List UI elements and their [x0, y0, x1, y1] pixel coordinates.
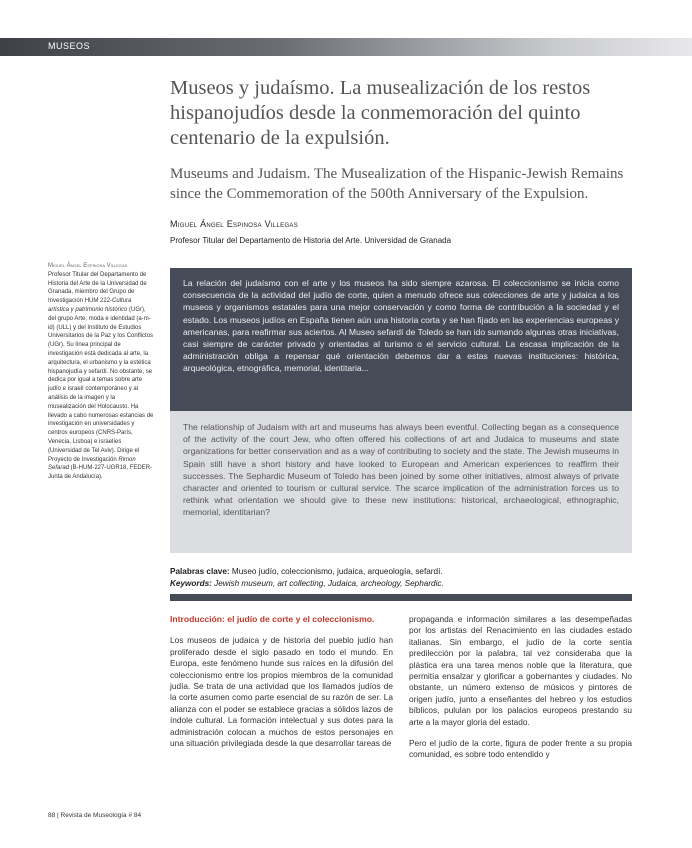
sidebar-bio-text-b: (UGr), del grupo Arte, moda e identidad (a-m-id) (ULL) y del Instituto de Estudios Universitarios de la Paz y los Conflictos (UGr). Su línea principal de investigación está dedicada al arte, la arquitectura, el urbanismo y la estética hispanojudía y sefardí. No obstante, se dedica por igual a temas sobre arte judío e israelí contemporáneo y al análisis de la imagen y la musealización del Holocausto. Ha llevado a cabo numerosas estancias de investigación en universidades y centros europeos (CNRS-París, Venecia, Lisboa) e israelíes (Universidad de Tel Aviv). Dirige el Proyecto de Investigación	[48, 306, 154, 463]
body-paragraph: Pero el judío de la corte, figura de poder frente a su propia comunidad, es sobre todo entendido y	[409, 738, 632, 760]
keywords-es-label: Palabras clave:	[170, 567, 230, 576]
section-heading: Introducción: el judío de corte y el coleccionismo.	[170, 614, 375, 624]
author-affiliation: Profesor Titular del Departamento de Historia del Arte. Universidad de Granada	[170, 236, 452, 245]
sidebar-bio-italic-b: Rimon Sefarad	[48, 456, 136, 472]
page-footer: 88 | Revista de Museología # 84	[48, 812, 142, 819]
body-paragraph: propaganda e información similares a las desempeñadas por los artistas del Renacimiento en las ciudades estado italianas. Sin embargo, el judío de la corte sentía predilección por la palabra, tal vez consideraba que la plástica era una tarea menos noble que la literatura, que permitía ensalzar y glorificar a gobernantes y ciudades. No obstante, un número extenso de músicos y pintores de origen judío, junto a enseñantes del hebreo y los estudios bíblicos, pululan por los palacios europeos prestando su arte a la mayor gloria del estado.	[409, 614, 632, 727]
abstract-spanish-box	[170, 268, 632, 411]
section-header-bar	[0, 38, 692, 56]
keywords-block	[170, 566, 632, 589]
keywords-es-text: Museo judío, coleccionismo, judaica, arqueología, sefardí.	[229, 567, 443, 576]
sidebar-author-name: Miguel Ángel Espinosa Villegas	[48, 263, 128, 269]
sidebar-bio-text-c: (B-HUM-227-UGR18, FEDER-Junta de Andalucía).	[48, 465, 153, 481]
abstract-english-text: The relationship of Judaism with art and museums has always been eventful. Collecting began as a consequence of the activity of the court Jew, who often offered his collections of art and Judaica to museums and state organizations for better conservation and as a way of contributing to society and the state. The Jewish museums in Spain still have a short history and have looked to European and American experiences to reaffirm their successes. The Sephardic Museum of Toledo has been joined by some other initiatives, almost always of private character and oriented to tourism or cultural service. The scarce implication of the administration forces us to rethink what orientation we should give to these new institutions: historical, archaeological, ethnographic, memorial, identitarian?	[183, 422, 619, 518]
section-divider-bar	[170, 594, 632, 601]
sidebar-bio-text-a: Profesor Titular del Departamento de Historia del Arte de la Universidad de Granada, miembro del Grupo de Investigación HUM 222-	[48, 271, 147, 305]
keywords-en-label: Keywords:	[170, 578, 212, 588]
abstract-english-box	[170, 411, 632, 553]
author-name: Miguel Ángel Espinosa Villegas	[170, 219, 299, 229]
keywords-spanish	[170, 566, 632, 578]
keywords-en-text: Jewish museum, art collecting, Judaica, archeology, Sephardic.	[211, 578, 444, 588]
body-column-right	[409, 614, 632, 771]
keywords-english	[170, 578, 632, 590]
sidebar-bio-italic-a: Cultura artística y patrimonio histórico	[48, 298, 132, 313]
article-title-english: Museums and Judaism. The Musealization of the Hispanic-Jewish Remains since the Commemoration of the 500th Anniversary of the Expulsion.	[170, 166, 624, 202]
article-title-spanish: Museos y judaísmo. La musealización de los restos hispanojudíos desde la conmemoración del quinto centenario de la expulsión.	[170, 77, 591, 149]
body-paragraph: Los museos de judaica y de historia del pueblo judío han proliferado desde el siglo pasado en todo el mundo. En Europa, este fenómeno hunde sus raíces en la difusión del coleccionismo entre los propios miembros de la comunidad judía. Se trata de una actividad que los llamados judíos de la corte asumen como parte esencial de su razón de ser. La alianza con el poder se establece gracias a sólidos lazos de índole cultural. La formación intelectual y sus dotes para la administración colocan a muchos de estos personajes en una situación privilegiada desde la que desarrollar tareas de	[170, 635, 393, 749]
body-column-left	[170, 614, 393, 759]
section-label: MUSEOS	[48, 41, 91, 51]
abstract-spanish-text: La relación del judaísmo con el arte y los museos ha sido siempre azarosa. El coleccionismo se inicia como consecuencia de la actividad del judío de corte, quien a menudo ofrece sus colecciones de arte y judaica a los museos y organismos estatales para una mejor conservación y como forma de contribución a la sociedad y el estado. Los museos judíos en España tienen aún una historia corta y se han fijado en las experiencias europeas y americanas, para reafirmar sus aciertos. Al Museo sefardí de Toledo se han ido sumando algunas otras iniciativas, casi siempre de carácter privado y orientadas al turismo o el servicio cultural. La escasa implicación de la administración obliga a repensar qué orientación debemos dar a estas nuevas instituciones: histórica, arqueológica, etnográfica, memorial, identitaria...	[183, 278, 619, 374]
author-bio-sidebar	[48, 262, 154, 482]
